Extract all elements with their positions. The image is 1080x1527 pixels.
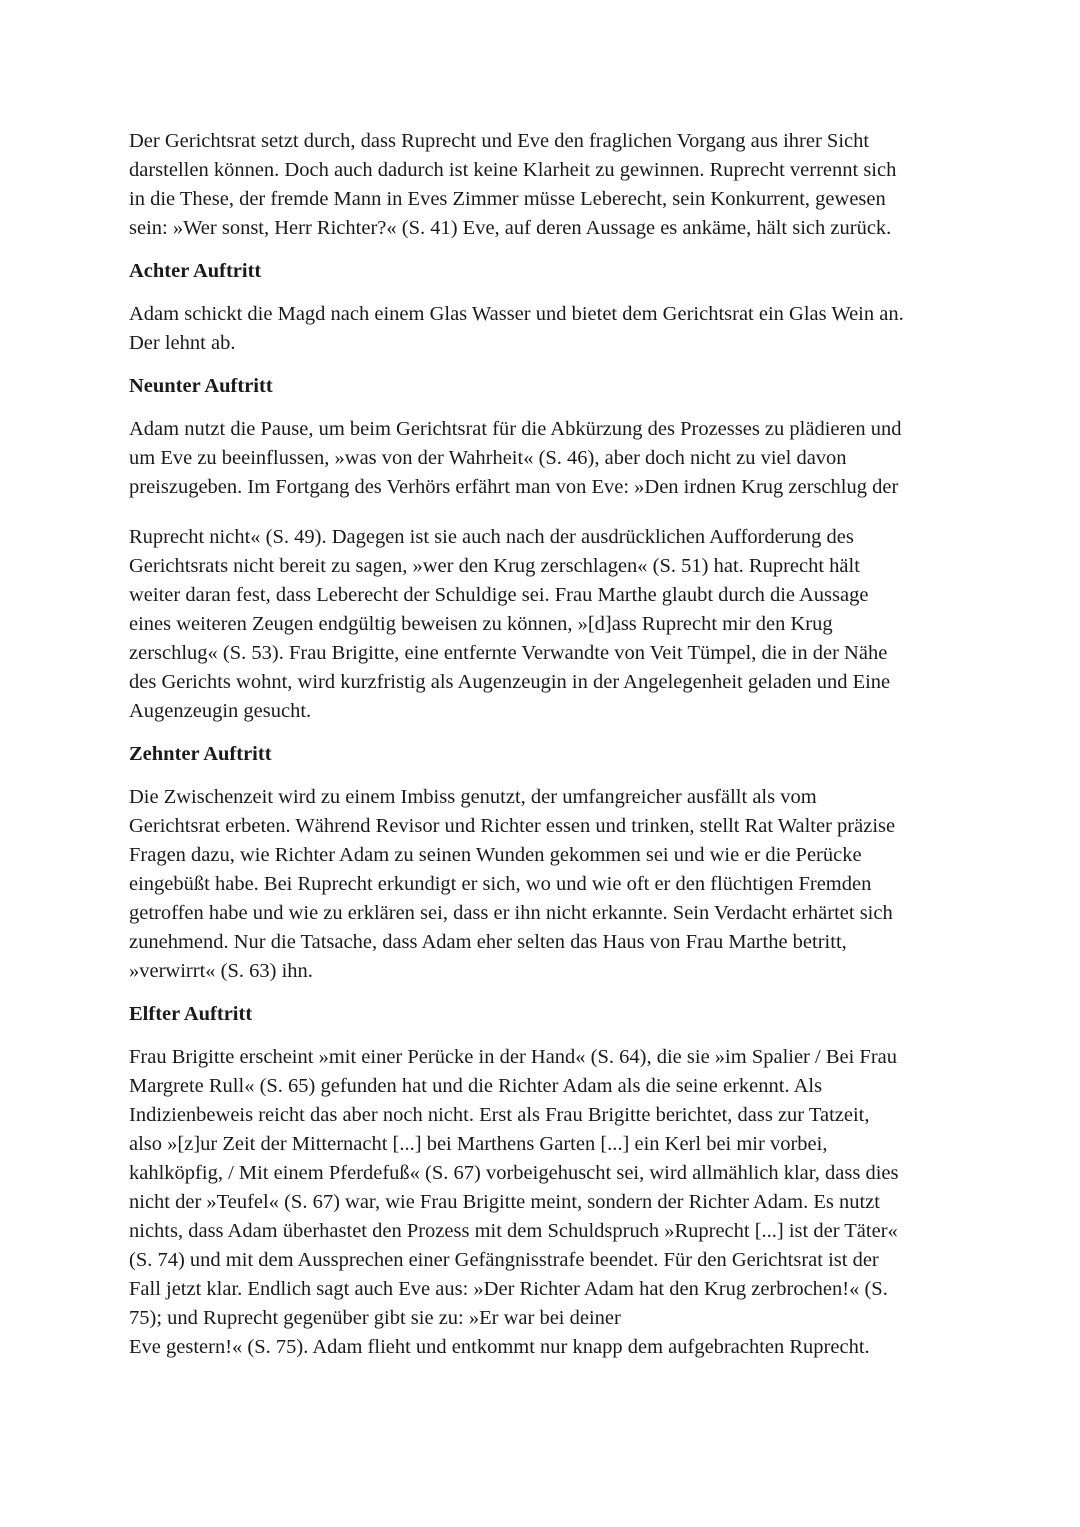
- document-page: [129, 127, 959, 1376]
- heading-achter-auftritt: Achter Auftritt: [129, 260, 262, 282]
- heading-zehnter-auftritt: Zehnter Auftritt: [129, 743, 272, 765]
- paragraph-intro: Der Gerichtsrat setzt durch, dass Ruprecht und Eve den fraglichen Vorgang aus ihrer Sicht darstellen können. Doch auch dadurch ist keine Klarheit zu gewinnen. Ruprecht verrennt sich in die These, der fremde Mann in Eves Zimmer müsse Leberecht, sein Konkurrent, gewesen sein: »Wer sonst, Herr Richter?« (S. 41) Eve, auf deren Aussage es ankäme, hält sich zurück.: [129, 130, 897, 239]
- paragraph-neunter-auftritt-part2: Ruprecht nicht« (S. 49). Dagegen ist sie auch nach der ausdrücklichen Aufforderung des Gerichtsrats nicht bereit zu sagen, »wer den Krug zerschlagen« (S. 51) hat. Ruprecht hält weiter daran fest, dass Leberecht der Schuldige sei. Frau Marthe glaubt durch die Aussage eines weiteren Zeugen endgültig beweisen zu können, »[d]ass Ruprecht mir den Krug zerschlug« (S. 53). Frau Brigitte, eine entfernte Verwandte von Veit Tümpel, die in der Nähe des Gerichts wohnt, wird kurzfristig als Augenzeugin in der Angelegenheit geladen und Eine Augenzeugin gesucht.: [129, 526, 891, 722]
- paragraph-elfter-auftritt: Frau Brigitte erscheint »mit einer Perücke in der Hand« (S. 64), die sie »im Spalier / Bei Frau Margrete Rull« (S. 65) gefunden hat und die Richter Adam als die seine erkennt. Als Indizienbeweis reicht das aber noch nicht. Erst als Frau Brigitte berichtet, dass zur Tatzeit, also »[z]ur Zeit der Mitternacht [...] bei Marthens Garten [...] ein Kerl bei mir vorbei, kahlköpfig, / Mit einem Pferdefuß« (S. 67) vorbeigehuscht sei, wird allmählich klar, dass dies nicht der »Teufel« (S. 67) war, wie Frau Brigitte meint, sondern der Richter Adam. Es nutzt nichts, dass Adam überhastet den Prozess mit dem Schuldspruch »Ruprecht [...] ist der Täter« (S. 74) und mit dem Aussprechen einer Gefängnisstrafe beendet. Für den Gerichtsrat ist der Fall jetzt klar. Endlich sagt auch Eve aus: »Der Richter Adam hat den Krug zerbrochen!« (S. 75); und Ruprecht gegenüber gibt sie zu: »Er war bei deiner Eve gestern!« (S. 75). Adam flieht und entkommt nur knapp dem aufgebrachten Ruprecht.: [129, 1046, 899, 1358]
- paragraph-neunter-auftritt-part1: Adam nutzt die Pause, um beim Gerichtsrat für die Abkürzung des Prozesses zu plädieren und um Eve zu beeinflussen, »was von der Wahrheit« (S. 46), aber doch nicht zu viel davon preiszugeben. Im Fortgang des Verhörs erfährt man von Eve: »Den irdnen Krug zerschlug der: [129, 418, 902, 498]
- paragraph-achter-auftritt: Adam schickt die Magd nach einem Glas Wasser und bietet dem Gerichtsrat ein Glas Wein an. Der lehnt ab.: [129, 303, 904, 354]
- heading-elfter-auftritt: Elfter Auftritt: [129, 1003, 253, 1025]
- paragraph-zehnter-auftritt: Die Zwischenzeit wird zu einem Imbiss genutzt, der umfangreicher ausfällt als vom Gerichtsrat erbeten. Während Revisor und Richter essen und trinken, stellt Rat Walter präzise Fragen dazu, wie Richter Adam zu seinen Wunden gekommen sei und wie er die Perücke eingebüßt habe. Bei Ruprecht erkundigt er sich, wo und wie oft er den flüchtigen Fremden getroffen habe und wie zu erklären sei, dass er ihn nicht erkannte. Sein Verdacht erhärtet sich zunehmend. Nur die Tatsache, dass Adam eher selten das Haus von Frau Marthe betritt, »verwirrt« (S. 63) ihn.: [129, 786, 896, 982]
- heading-neunter-auftritt: Neunter Auftritt: [129, 375, 273, 397]
